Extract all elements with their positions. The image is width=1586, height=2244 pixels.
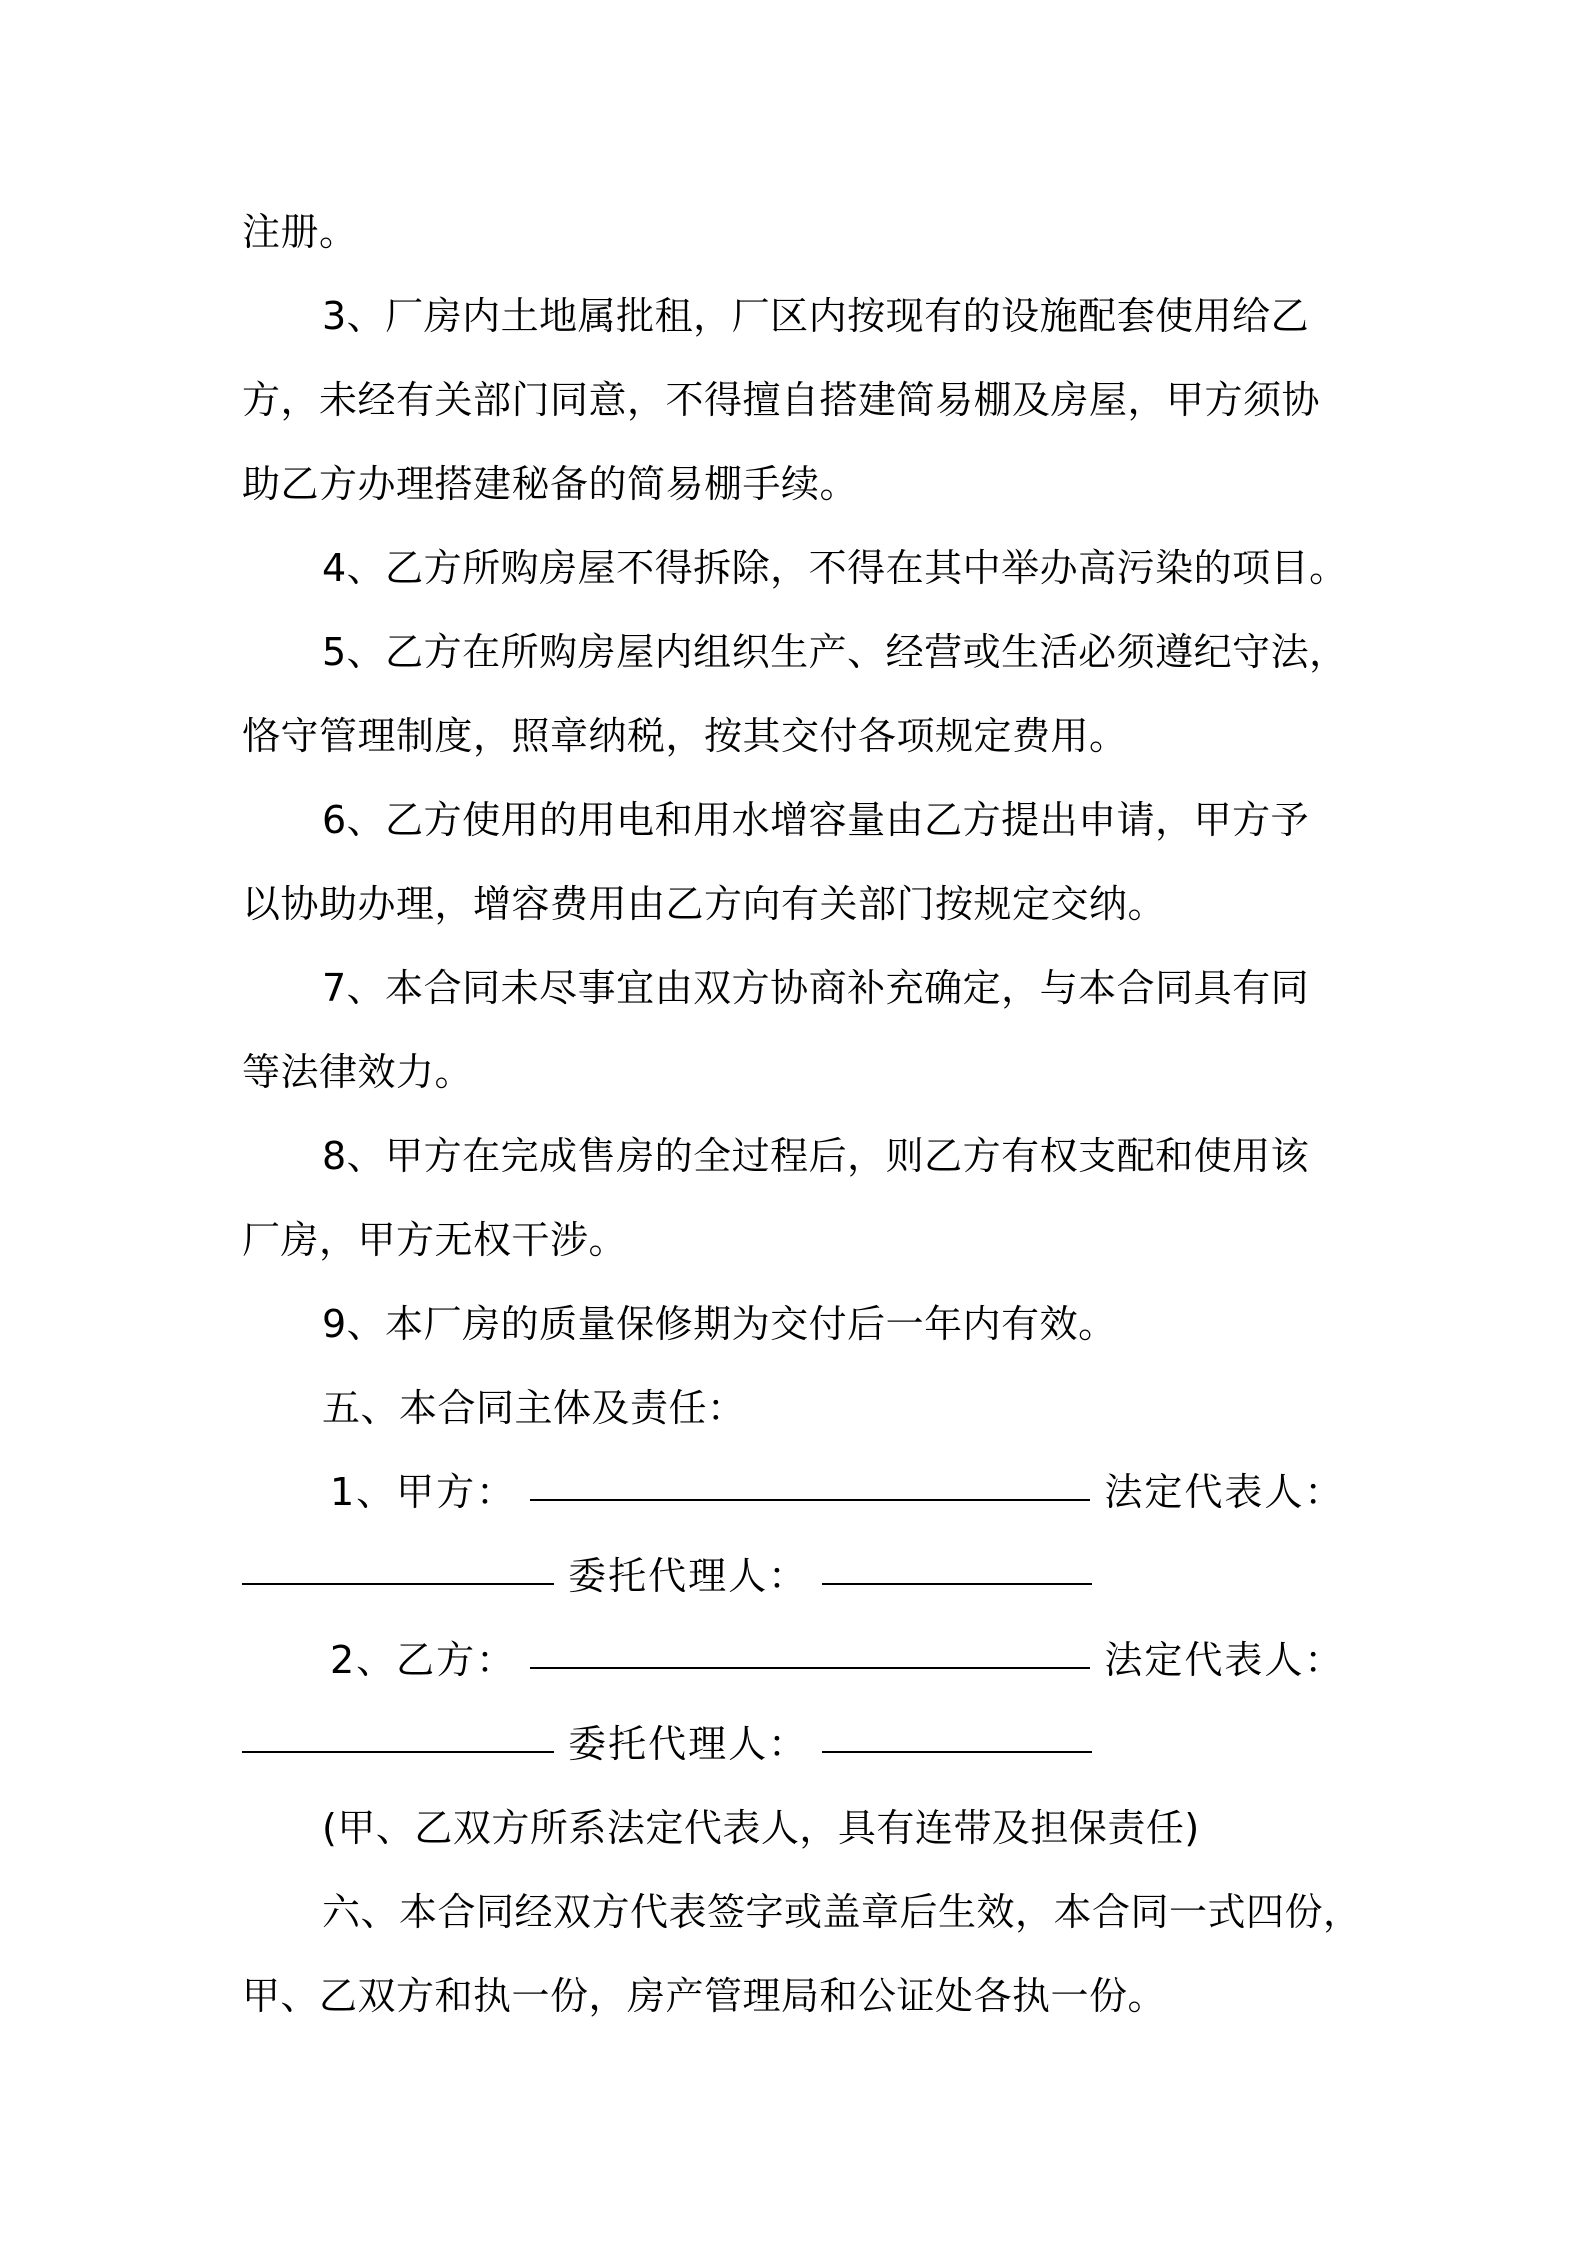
party-a-label: 1、甲方： (330, 1470, 517, 1514)
clause-7: 7、本合同未尽事宜由双方协商补充确定，与本合同具有同 (322, 966, 1310, 1010)
clause-4: 4、乙方所购房屋不得拆除，不得在其中举办高污染的项目。 (322, 546, 1348, 590)
text-line: 以协助办理，增容费用由乙方向有关部门按规定交纳。 (242, 882, 1167, 926)
party-a-agent-label: 委托代理人： (568, 1554, 809, 1598)
clause-3: 3、厂房内土地属批租，厂区内按现有的设施配套使用给乙 (322, 294, 1310, 338)
clause-6: 6、乙方使用的用电和用水增容量由乙方提出申请，甲方予 (322, 798, 1310, 842)
party-b-line (242, 1618, 1372, 1702)
text-line: 厂房，甲方无权干涉。 (242, 1218, 628, 1262)
text-line: 甲、乙双方和执一份，房产管理局和公证处各执一份。 (242, 1974, 1167, 2018)
party-a-legal-rep-blank (242, 1533, 554, 1585)
clause-8: 8、甲方在完成售房的全过程后，则乙方有权支配和使用该 (322, 1134, 1310, 1178)
text-line: 方，未经有关部门同意，不得擅自搭建简易棚及房屋，甲方须协 (242, 378, 1321, 422)
text-line: 等法律效力。 (242, 1050, 474, 1094)
clause-5: 5、乙方在所购房屋内组织生产、经营或生活必须遵纪守法， (322, 630, 1348, 674)
party-b-agent-label: 委托代理人： (568, 1722, 809, 1766)
section-5-heading: 五、本合同主体及责任： (322, 1386, 746, 1430)
text-line: 恪守管理制度，照章纳税，按其交付各项规定费用。 (242, 714, 1128, 758)
text-line: 注册。 (242, 210, 358, 254)
party-a-line (242, 1450, 1372, 1534)
clause-9: 9、本厂房的质量保修期为交付后一年内有效。 (322, 1302, 1117, 1346)
text-line: 助乙方办理搭建秘备的简易棚手续。 (242, 462, 859, 506)
party-b-label: 2、乙方： (330, 1638, 517, 1682)
party-b-legal-rep-blank (242, 1701, 554, 1753)
section-6: 六、本合同经双方代表签字或盖章后生效，本合同一式四份， (322, 1890, 1362, 1934)
party-b-agent-line (242, 1702, 1372, 1786)
document-body (242, 190, 1372, 2038)
party-a-agent-blank (822, 1533, 1092, 1585)
party-a-name-blank (530, 1449, 1090, 1501)
party-a-agent-line (242, 1534, 1372, 1618)
liability-note: (甲、乙双方所系法定代表人，具有连带及担保责任) (322, 1806, 1200, 1850)
party-b-agent-blank (822, 1701, 1092, 1753)
party-b-legal-rep-label: 法定代表人： (1104, 1638, 1345, 1682)
party-b-name-blank (530, 1617, 1090, 1669)
party-a-legal-rep-label: 法定代表人： (1104, 1470, 1345, 1514)
